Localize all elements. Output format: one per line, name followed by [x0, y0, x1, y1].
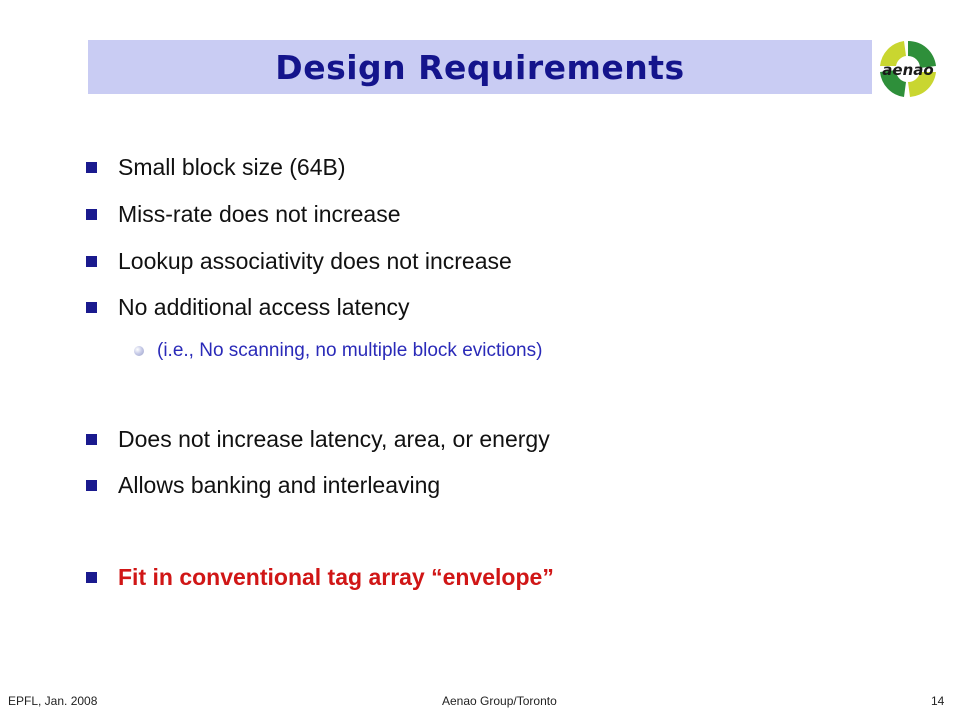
- bullet-text: Allows banking and interleaving: [118, 472, 441, 498]
- highlight-text: Fit in conventional tag array “envelope”: [118, 564, 554, 590]
- square-bullet-icon: [86, 302, 97, 313]
- square-bullet-icon: [86, 572, 97, 583]
- bullet-text: Small block size (64B): [118, 154, 346, 180]
- bullet-item: [86, 248, 512, 275]
- square-bullet-icon: [86, 209, 97, 220]
- sub-bullet-text: (i.e., No scanning, no multiple block evictions): [157, 340, 543, 361]
- square-bullet-icon: [86, 434, 97, 445]
- square-bullet-icon: [86, 162, 97, 173]
- bullet-text: Lookup associativity does not increase: [118, 248, 512, 274]
- bullet-item: [86, 472, 440, 499]
- footer-center: Aenao Group/Toronto: [442, 694, 557, 708]
- logo-text: aenao: [882, 61, 934, 79]
- aenao-logo: [876, 38, 940, 100]
- round-bullet-icon: [134, 346, 144, 356]
- bullet-item: [86, 294, 410, 321]
- sub-bullet-item: [134, 340, 542, 362]
- bullet-item: [86, 154, 346, 181]
- bullet-item: [86, 426, 550, 453]
- footer-left: EPFL, Jan. 2008: [8, 694, 98, 708]
- square-bullet-icon: [86, 480, 97, 491]
- slide-title: Design Requirements: [275, 47, 685, 87]
- bullet-item-highlight: [86, 564, 554, 591]
- bullet-text: Does not increase latency, area, or energy: [118, 426, 550, 452]
- page-number: 14: [931, 694, 945, 708]
- square-bullet-icon: [86, 256, 97, 267]
- bullet-item: [86, 201, 401, 228]
- bullet-text: No additional access latency: [118, 294, 410, 320]
- bullet-text: Miss-rate does not increase: [118, 201, 401, 227]
